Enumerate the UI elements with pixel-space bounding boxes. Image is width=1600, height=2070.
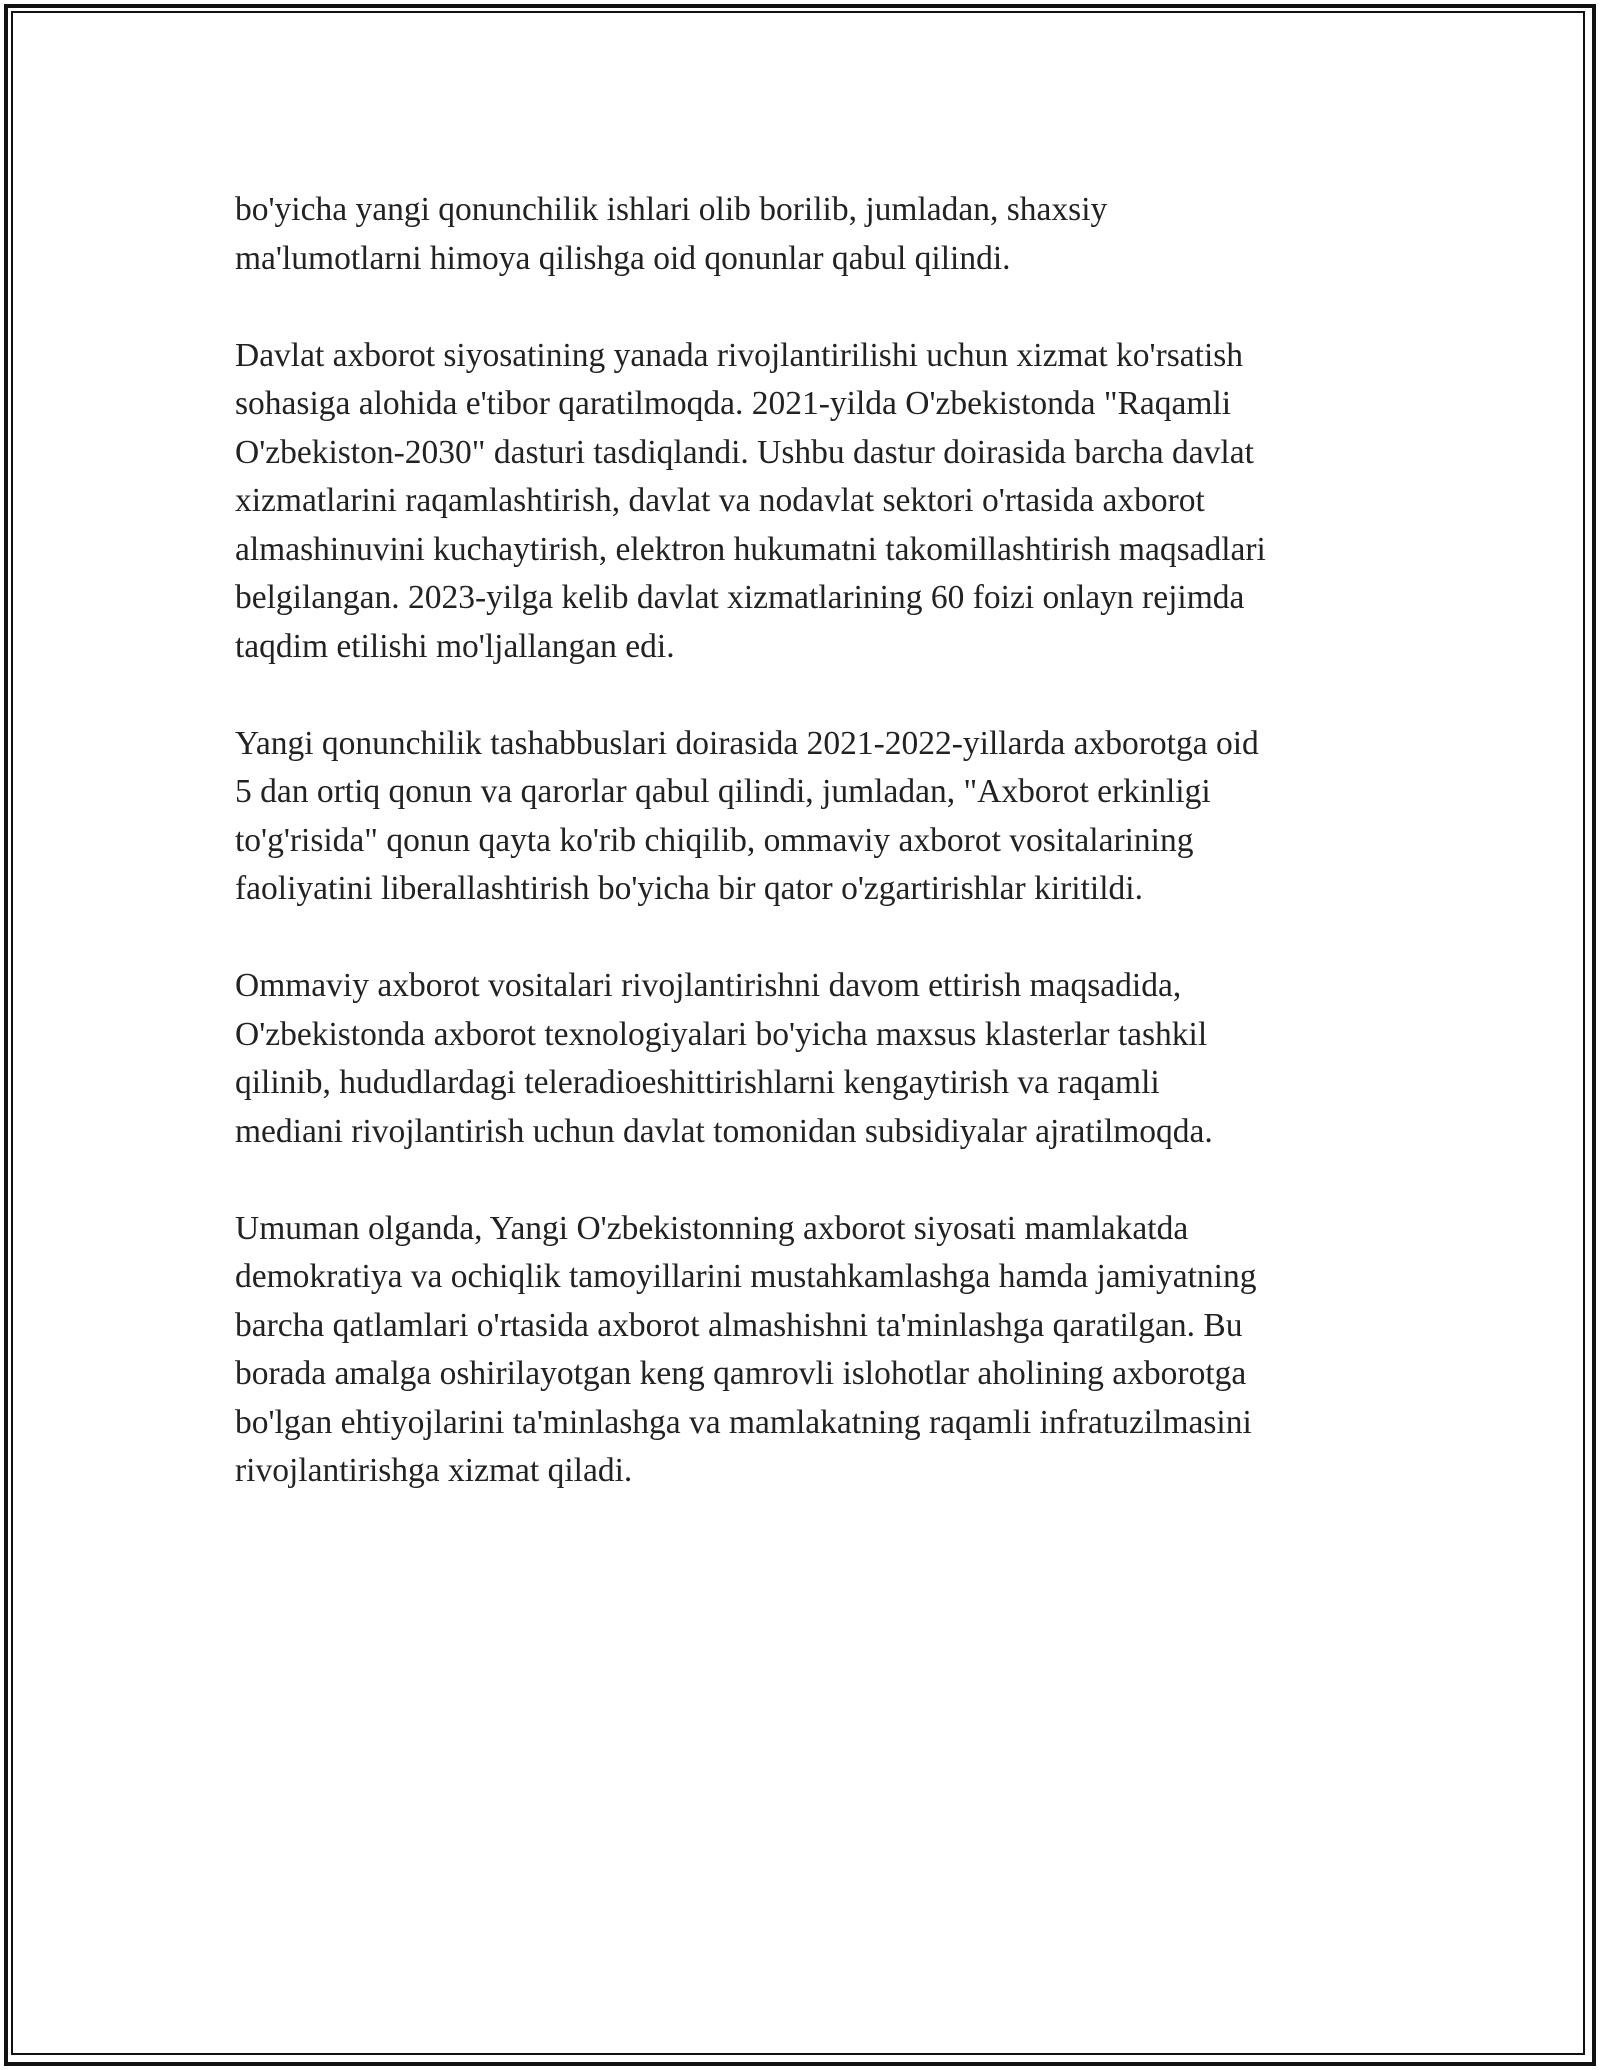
paragraph-1: bo'yicha yangi qonunchilik ishlari olib borilib, jumladan, shaxsiy ma'lumotlarni himoya qilishga oid qonunlar qabul qilindi. — [235, 191, 1108, 277]
paragraph-4: Ommaviy axborot vositalari rivojlantirishni davom ettirish maqsadida, O'zbekistonda axborot texnologiyalari bo'yicha maxsus klasterlar tashkil qilinib, hududlardagi teleradioeshittirishlarni kengaytirish va raqamli mediani rivojlantirish uchun davlat tomonidan subsidiyalar ajratilmoqda. — [235, 967, 1213, 1150]
paragraph-3: Yangi qonunchilik tashabbuslari doirasida 2021-2022-yillarda axborotga oid 5 dan ortiq qonun va qarorlar qabul qilindi, jumladan, "Axborot erkinligi to'g'risida" qonun qayta ko'rib chiqilib, ommaviy axborot vositalarining faoliyatini liberallashtirish bo'yicha bir qator o'zgartirishlar kiritildi. — [235, 724, 1259, 907]
paragraph-2: Davlat axborot siyosatining yanada rivojlantirilishi uchun xizmat ko'rsatish sohasiga alohida e'tibor qaratilmoqda. 2021-yilda O'zbekistonda "Raqamli O'zbekiston-2030" dasturi tasdiqlandi. Ushbu dastur doirasida barcha davlat xizmatlarini raqamlashtirish, davlat va nodavlat sektori o'rtasida axborot almashinuvini kuchaytirish, elektron hukumatni takomillashtirish maqsadlari belgilangan. 2023-yilga kelib davlat xizmatlarining 60 foizi onlayn rejimda taqdim etilishi mo'ljallangan edi. — [235, 336, 1266, 665]
document-body — [235, 186, 1385, 1544]
paragraph-5: Umuman olganda, Yangi O'zbekistonning axborot siyosati mamlakatda demokratiya va ochiqlik tamoyillarini mustahkamlashga hamda jamiyatning barcha qatlamlari o'rtasida axborot almashishni ta'minlashga qaratilgan. Bu borada amalga oshirilayotgan keng qamrovli islohotlar aholining axborotga bo'lgan ehtiyojlarini ta'minlashga va mamlakatning raqamli infratuzilmasini rivojlantirishga xizmat qiladi. — [235, 1209, 1257, 1489]
